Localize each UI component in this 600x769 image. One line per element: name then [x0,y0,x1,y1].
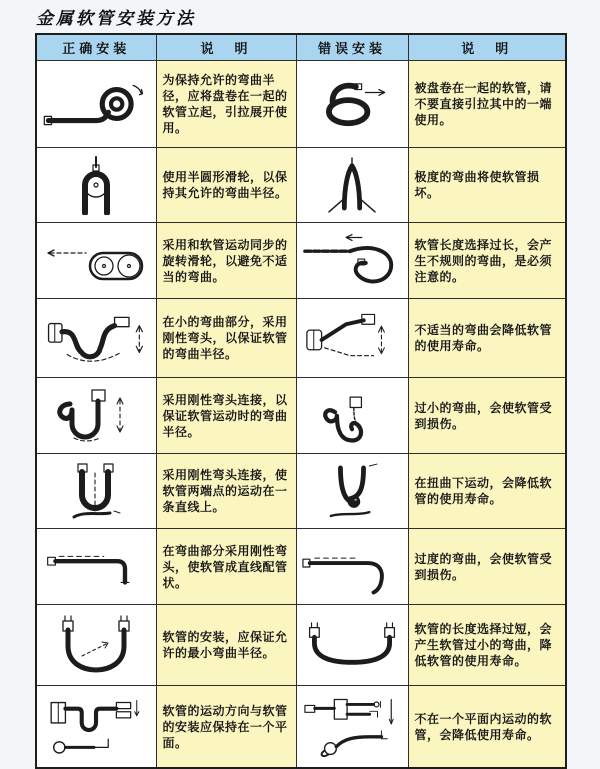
table-row [36,148,566,223]
table-row [36,61,566,148]
improper-sharp-bend-illustration [301,307,403,369]
too-short-hose-shallow-u-illustration [299,617,405,673]
wrong-image-cell [296,299,408,378]
wrong-description: 软管的长度选择过短，会产生软管过小的弯曲，降低软管的使用寿命。 [408,605,566,686]
header-description-left: 说 明 [156,34,296,61]
u-bend-endpoints-on-straight-line-illustration [44,461,148,521]
correct-description: 在小的弯曲部分，采用刚性弯头，以保证软管的弯曲半径。 [156,299,296,378]
correct-image-cell [36,378,156,454]
extreme-kinked-bend-illustration [302,156,402,214]
correct-image-cell [36,223,156,299]
coil-end-pulled-directly-illustration [302,74,402,134]
wrong-description: 在扭曲下运动，会降低软管的使用寿命。 [408,454,566,529]
hose-over-semicircular-pulley-illustration [44,155,148,215]
correct-image-cell [36,454,156,529]
wrong-image-cell [296,61,408,148]
correct-description: 在弯曲部分采用刚性弯头，使软管成直线配管状。 [156,529,296,605]
wrong-image-cell [296,605,408,686]
table-row [36,605,566,686]
wrong-image-cell [296,529,408,605]
rigid-elbow-connection-u-bend-illustration [44,385,148,447]
twisted-u-motion-illustration [302,461,402,521]
page-title: 金属软管安装方法 [36,9,196,29]
too-small-bend-hook-illustration [303,386,401,446]
correct-description: 采用刚性弯头连接，使软管两端点的运动在一条直线上。 [156,454,296,529]
correct-description: 采用和软管运动同步的旋转滑轮，以避免不适当的弯曲。 [156,223,296,299]
single-plane-motion-assembly-illustration [43,694,149,760]
correct-image-cell [36,148,156,223]
table-header-row [36,34,566,61]
wrong-description: 不在一个平面内运动的软管，会降低使用寿命。 [408,686,566,769]
out-of-plane-motion-assembly-illustration [301,693,403,761]
correct-description: 软管的运动方向与软管的安装应保持在一个平面。 [156,686,296,769]
correct-description: 采用刚性弯头连接，以保证软管运动时的弯曲半径。 [156,378,296,454]
overbent-elbow-illustration [301,537,403,597]
wrong-description: 极度的弯曲将使软管损坏。 [408,148,566,223]
wrong-description: 被盘卷在一起的软管，请不要直接引拉其中的一端使用。 [408,61,566,148]
wrong-description: 不适当的弯曲会降低软管的使用寿命。 [408,299,566,378]
installation-table [35,33,567,769]
correct-description: 软管的安装，应保证允许的最小弯曲半径。 [156,605,296,686]
overlong-hose-irregular-loop-illustration [301,231,403,291]
header-wrong-install: 错误安装 [296,34,408,61]
correct-image-cell [36,61,156,148]
minimum-bend-radius-u-illustration [44,613,148,677]
table-row [36,529,566,605]
wrong-image-cell [296,148,408,223]
page [0,4,600,769]
table-row [36,454,566,529]
rigid-elbow-at-small-bend-illustration [42,305,150,371]
table-row [36,299,566,378]
table-row [36,223,566,299]
straight-piping-with-rigid-elbow-illustration [42,538,150,596]
header-description-right: 说 明 [408,34,566,61]
correct-description: 使用半圆形滑轮，以保持其允许的弯曲半径。 [156,148,296,223]
wrong-image-cell [296,378,408,454]
header-correct-install: 正确安装 [36,34,156,61]
correct-image-cell [36,299,156,378]
synchronized-rotating-pulley-illustration [42,231,150,291]
correct-image-cell [36,529,156,605]
wrong-image-cell [296,454,408,529]
correct-image-cell [36,605,156,686]
wrong-description: 软管长度选择过长，会产生不规则的弯曲，是必须注意的。 [408,223,566,299]
wrong-description: 过度的弯曲，会使软管受到损伤。 [408,529,566,605]
coiled-hose-stood-up-unrolled-illustration [42,73,150,135]
table-row [36,378,566,454]
correct-description: 为保持允许的弯曲半径，应将盘卷在一起的软管立起，引拉展开使用。 [156,61,296,148]
wrong-image-cell [296,223,408,299]
wrong-description: 过小的弯曲，会使软管受到损伤。 [408,378,566,454]
